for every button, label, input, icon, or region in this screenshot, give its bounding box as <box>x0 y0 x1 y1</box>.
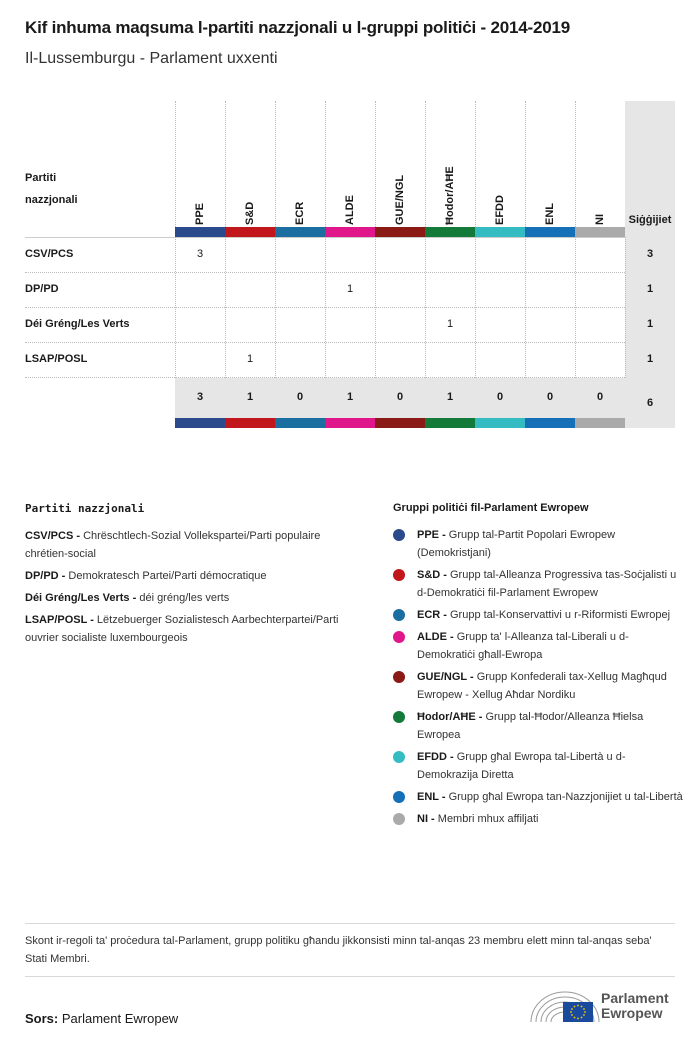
group-legend-entry <box>393 606 683 624</box>
group-color-bar-bottom <box>475 418 525 428</box>
group-code: ALDE - <box>417 631 457 643</box>
table-row <box>25 308 625 343</box>
group-color-bar-bottom <box>375 418 425 428</box>
national-party-code: Déi Gréng/Les Verts - <box>25 592 140 604</box>
group-code-label: ECR <box>294 201 306 225</box>
group-color-dot <box>393 569 405 581</box>
group-code: PPE - <box>417 529 449 541</box>
group-code: ENL - <box>417 791 449 803</box>
group-name: Grupp ta' l-Alleanza tal-Liberali u d-Demokratiċi għall-Ewropa <box>417 631 629 661</box>
group-column-header <box>425 101 475 237</box>
group-color-bar <box>525 227 575 237</box>
group-column-header <box>525 101 575 237</box>
group-column-header <box>325 101 375 237</box>
group-color-bar-bottom <box>275 418 325 428</box>
group-color-bar <box>175 227 225 237</box>
table-row <box>25 343 625 378</box>
national-party-entry <box>25 567 365 585</box>
national-party-name: Chrëschtlech-Sozial Vollekspartei/Parti populaire chrétien-social <box>25 530 321 560</box>
group-color-bar <box>375 227 425 237</box>
table-row <box>25 238 625 273</box>
page-title: Kif inhuma maqsuma l-partiti nazzjonali u l-gruppi politiċi - 2014-2019 <box>25 18 570 37</box>
group-color-bar <box>425 227 475 237</box>
ep-logo <box>529 988 679 1024</box>
group-column-header <box>575 101 625 237</box>
group-color-bar <box>325 227 375 237</box>
group-legend-title: Gruppi politiċi fil-Parlament Ewropew <box>393 502 589 514</box>
table-row <box>25 273 625 308</box>
group-code: NI - <box>417 813 438 825</box>
seat-count-cell: 1 <box>446 318 454 330</box>
national-party-entry <box>25 527 365 563</box>
party-name: DP/PD <box>25 283 59 295</box>
national-parties-legend <box>25 502 365 651</box>
group-legend-entry <box>393 566 683 602</box>
group-code-label: S&D <box>244 201 256 225</box>
national-party-code: CSV/PCS - <box>25 530 84 542</box>
source-value: Parlament Ewropew <box>61 1011 179 1026</box>
group-legend-entry <box>393 668 683 704</box>
group-total: 0 <box>496 391 504 403</box>
hemicycle-icon <box>529 988 601 1024</box>
group-legend-entry <box>393 788 683 806</box>
group-code: GUE/NGL - <box>417 671 477 683</box>
group-column-header <box>175 101 225 237</box>
seat-count-cell: 1 <box>246 353 254 365</box>
row-total: 1 <box>646 353 654 365</box>
row-total: 1 <box>646 283 654 295</box>
party-name: CSV/PCS <box>25 248 74 260</box>
group-code-label: NI <box>594 214 606 225</box>
group-code: EFDD - <box>417 751 457 763</box>
logo-line-1: Parlament <box>601 990 669 1006</box>
group-total: 0 <box>546 391 554 403</box>
group-name: Grupp għal Ewropa tal-Libertà u d-Demokrazija Diretta <box>417 751 626 781</box>
group-name: Membri mhux affiljati <box>437 813 539 825</box>
group-color-bar <box>225 227 275 237</box>
grand-total: 6 <box>646 397 654 409</box>
group-column-header <box>475 101 525 237</box>
party-name: Déi Gréng/Les Verts <box>25 318 130 330</box>
political-groups-legend <box>393 502 683 832</box>
national-legend-title: Partiti nazzjonali <box>25 502 145 515</box>
group-color-dot <box>393 751 405 763</box>
group-legend-entry <box>393 708 683 744</box>
group-code-label: ENL <box>544 203 556 225</box>
group-legend-entry <box>393 810 683 828</box>
divider <box>25 923 675 924</box>
group-name: Grupp tal-Konservattivi u r-Riformisti Ewropej <box>450 609 671 621</box>
group-color-bar-bottom <box>425 418 475 428</box>
group-code-label: GUE/NGL <box>394 174 406 225</box>
group-total: 0 <box>396 391 404 403</box>
group-color-bar-bottom <box>225 418 275 428</box>
group-code-label: Ħodor/AĦE <box>444 166 456 225</box>
group-code: S&D - <box>417 569 450 581</box>
logo-line-2: Ewropew <box>601 1005 663 1021</box>
group-total: 1 <box>246 391 254 403</box>
group-legend-entry <box>393 526 683 562</box>
group-color-dot <box>393 631 405 643</box>
national-party-name: Demokratesch Partei/Parti démocratique <box>68 570 267 582</box>
national-party-entry <box>25 611 365 647</box>
national-party-name: Lëtzebuerger Sozialistesch Aarbechterpartei/Parti ouvrier socialiste luxembourgeois <box>25 614 339 644</box>
footnote: Skont ir-regoli ta' proċedura tal-Parlament, grupp politiku għandu jikkonsisti minn tal-anqas 23 membru elett minn tal-anqas seba' Stati Membri. <box>25 935 652 965</box>
group-color-bar-bottom <box>175 418 225 428</box>
source-line <box>25 1011 178 1026</box>
national-party-name: déi gréng/les verts <box>139 592 230 604</box>
source-label: Sors: <box>25 1011 59 1026</box>
group-color-dot <box>393 529 405 541</box>
group-name: Grupp tal-Partit Popolari Ewropew (Demokristjani) <box>417 529 616 559</box>
national-party-entry <box>25 589 365 607</box>
national-party-code: DP/PD - <box>25 570 69 582</box>
group-column-header <box>225 101 275 237</box>
group-code: Ħodor/AĦE - <box>417 711 486 723</box>
group-name: Grupp tal-Ħodor/Alleanza Ħielsa Ewropea <box>417 711 644 741</box>
seats-column-band <box>625 101 675 428</box>
group-total: 0 <box>296 391 304 403</box>
group-code: ECR - <box>417 609 450 621</box>
divider <box>25 976 675 977</box>
group-legend-entry <box>393 628 683 664</box>
group-name: Grupp għal Ewropa tan-Nazzjonijiet u tal-Libertà <box>448 791 683 803</box>
group-color-bar <box>575 227 625 237</box>
group-name: Grupp tal-Alleanza Progressiva tas-Soċjalisti u d-Demokratiċi fil-Parlament Ewropew <box>417 569 677 599</box>
group-color-dot <box>393 791 405 803</box>
seats-header-label: Siġġijiet <box>628 214 672 226</box>
group-code-label: PPE <box>194 202 206 225</box>
seat-distribution-table <box>25 101 675 429</box>
group-total: 0 <box>596 391 604 403</box>
group-column-header <box>275 101 325 237</box>
group-color-bar-bottom <box>325 418 375 428</box>
group-color-dot <box>393 711 405 723</box>
group-legend-entry <box>393 748 683 784</box>
group-color-dot <box>393 609 405 621</box>
group-color-bar-bottom <box>575 418 625 428</box>
group-code-label: EFDD <box>494 195 506 225</box>
party-name: LSAP/POSL <box>25 353 88 365</box>
row-total: 3 <box>646 248 654 260</box>
group-name: Grupp Konfederali tax-Xellug Magħqud Ewropew - Xellug Aħdar Nordiku <box>417 671 667 701</box>
logo-text <box>601 991 669 1021</box>
group-column-header <box>375 101 425 237</box>
group-color-bar <box>275 227 325 237</box>
group-total: 1 <box>446 391 454 403</box>
group-total: 3 <box>196 391 204 403</box>
group-color-dot <box>393 813 405 825</box>
group-color-bar-bottom <box>525 418 575 428</box>
seat-count-cell: 1 <box>346 283 354 295</box>
page-subtitle: Il-Lussemburgu - Parlament uxxenti <box>25 50 278 67</box>
group-total: 1 <box>346 391 354 403</box>
group-color-dot <box>393 671 405 683</box>
row-header-label: Partiti nazzjonali <box>25 172 78 206</box>
row-total: 1 <box>646 318 654 330</box>
group-color-bar <box>475 227 525 237</box>
group-code-label: ALDE <box>344 195 356 225</box>
national-party-code: LSAP/POSL - <box>25 614 97 626</box>
seat-count-cell: 3 <box>196 248 204 260</box>
